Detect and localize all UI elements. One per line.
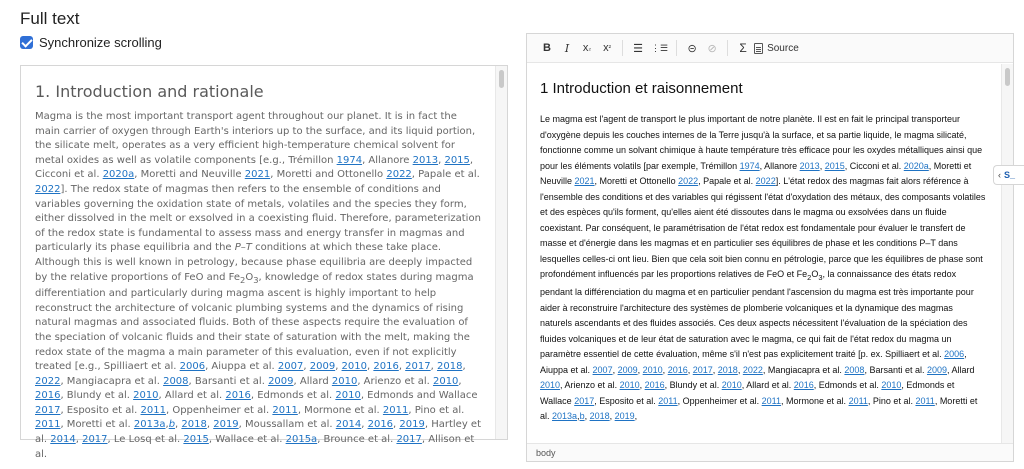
citation-link[interactable]: 2016: [667, 364, 688, 375]
source-button[interactable]: [754, 43, 799, 54]
element-path-status: body: [527, 443, 1013, 461]
citation-link[interactable]: 2010: [331, 375, 358, 387]
citation-link[interactable]: 2016: [367, 419, 394, 431]
citation-link[interactable]: b: [579, 411, 585, 422]
citation-link[interactable]: 2015a: [285, 434, 318, 446]
toolbar-separator: [727, 40, 728, 56]
citation-link[interactable]: b: [168, 419, 176, 431]
citation-link[interactable]: 2016: [793, 380, 814, 391]
chevron-left-icon: ‹: [998, 170, 1001, 180]
citation-link[interactable]: 2008: [844, 364, 865, 375]
citation-link[interactable]: 2015: [444, 154, 470, 166]
citation-link[interactable]: 2009: [309, 361, 336, 373]
citation-link[interactable]: 2016: [225, 390, 251, 402]
citation-link[interactable]: 2011: [848, 395, 868, 406]
numbered-list-button[interactable]: [649, 37, 670, 59]
synchronize-scrolling-label: Synchronize scrolling: [39, 35, 162, 50]
superscript-button[interactable]: x ²: [603, 42, 611, 54]
original-scrollbar-thumb[interactable]: [499, 70, 504, 88]
original-scrollbar[interactable]: [495, 66, 507, 439]
citation-link[interactable]: 2016: [373, 361, 399, 373]
bulleted-list-icon: ☰: [633, 42, 643, 55]
citation-link[interactable]: 2011: [761, 395, 782, 406]
citation-link[interactable]: 2021: [574, 176, 595, 186]
citation-link[interactable]: 2022: [35, 183, 61, 195]
toolbar-separator: [676, 40, 677, 56]
citation-link[interactable]: 2010: [341, 361, 367, 373]
citation-link[interactable]: 2014: [335, 419, 362, 431]
citation-link[interactable]: 2019: [399, 419, 425, 431]
citation-link[interactable]: 2009: [617, 364, 638, 375]
citation-link[interactable]: 2006: [944, 349, 965, 360]
italic-button[interactable]: I: [564, 41, 570, 55]
unlink-icon: ⊘: [707, 42, 717, 55]
translated-section-title[interactable]: 1 Introduction et raisonnement: [540, 80, 743, 97]
citation-link[interactable]: 2011: [658, 395, 678, 406]
synchronize-scrolling-checkbox[interactable]: [20, 35, 162, 50]
citation-link[interactable]: 2011: [35, 419, 61, 431]
editor-body[interactable]: [527, 64, 1016, 443]
citation-link[interactable]: 2017: [396, 434, 422, 446]
citation-link[interactable]: 2007: [592, 364, 613, 375]
citation-link[interactable]: 2013: [799, 160, 820, 171]
editor-scrollbar[interactable]: [1001, 64, 1016, 443]
citation-link[interactable]: 2016: [35, 390, 61, 402]
citation-link[interactable]: 2017: [692, 364, 713, 375]
citation-link[interactable]: 2017: [405, 361, 431, 373]
citation-link[interactable]: 2018: [717, 364, 738, 375]
numbered-list-icon: ⋮☰: [651, 42, 669, 53]
collapsed-side-panel-tab[interactable]: [993, 165, 1024, 185]
citation-link[interactable]: 2022: [678, 176, 699, 186]
citation-link[interactable]: 2013: [412, 154, 439, 166]
citation-link[interactable]: 2020a: [102, 169, 135, 181]
citation-link[interactable]: 2021: [244, 169, 271, 181]
citation-link[interactable]: 2009: [268, 375, 294, 387]
citation-link[interactable]: 2009: [926, 364, 947, 375]
page-title: Full text: [20, 9, 80, 28]
link-icon: ⊝: [687, 42, 697, 55]
source-button-label: Source: [767, 42, 799, 54]
bold-button[interactable]: B: [543, 42, 551, 54]
citation-link[interactable]: 2017: [82, 434, 108, 446]
citation-link[interactable]: 1974: [336, 154, 363, 166]
citation-link[interactable]: 2007: [277, 361, 304, 373]
citation-link[interactable]: 2022: [35, 375, 61, 387]
citation-link[interactable]: 2014: [50, 434, 76, 446]
editor-scrollbar-thumb[interactable]: [1005, 68, 1010, 86]
checkbox-checked-icon[interactable]: [20, 36, 33, 49]
citation-link[interactable]: 2022: [755, 176, 776, 186]
citation-link[interactable]: 2020a: [903, 160, 929, 171]
citation-link[interactable]: 2018: [436, 361, 463, 373]
citation-link[interactable]: 2015: [183, 434, 209, 446]
citation-link[interactable]: 2015: [824, 160, 845, 171]
subscript-button[interactable]: x ₂: [582, 42, 592, 54]
link-button[interactable]: [683, 37, 701, 59]
citation-link[interactable]: 2010: [881, 380, 902, 391]
unlink-button[interactable]: [703, 37, 721, 59]
citation-link[interactable]: 2017: [35, 404, 61, 416]
citation-link[interactable]: 2022: [386, 169, 412, 181]
citation-link[interactable]: 2013a: [552, 411, 578, 422]
subscript-icon: ₂: [588, 44, 592, 52]
superscript-icon: ²: [608, 44, 611, 52]
citation-link[interactable]: 2010: [619, 380, 640, 391]
citation-link[interactable]: 2011: [382, 404, 409, 416]
citation-link[interactable]: 2011: [272, 404, 298, 416]
citation-link[interactable]: 2018: [589, 411, 610, 422]
editor-content-area[interactable]: [527, 64, 1000, 443]
original-text-scroll-area[interactable]: [21, 66, 495, 460]
citation-link[interactable]: 2010: [721, 380, 742, 391]
citation-link[interactable]: 2010: [335, 390, 361, 402]
citation-link[interactable]: 2013a: [133, 419, 166, 431]
citation-link[interactable]: 2011: [915, 395, 935, 406]
original-paragraph: Magma is the most important transport agent throughout our planet. It is in fact the main carrier of oxygen through Earth's interiors up to the surface, and its liquid portion, the silicate melt, operates as a very efficient high-temperature chemical solvent for metal oxides as well as volatile components [e.g., Trémillon 1974, Allanore 2013, 2015, Cicconi et al. 2020a, Moretti and Neuville 2021, Moretti and Ottonello 2022, Papale et al. 2022]. The redox state of magmas then refers to the ensemble of conditions and variables governing the oxidation state of metals, volatiles and the species they form, either dissolved in the melt or exsolved in a coexisting fluid. Therefore, parameterization of the redox state is fundamental to assess mass and energy transfer in magmas and particularly its phase equilibria and the P–T conditions at which these take place. Although this is well known in petrology, because phase equilibria are deeply impacted by the relative proportions of FeO and $Fe_2O_3$, knowledge of redox states during magma differentiation and particularly during magma ascent is highly important to help reconstruct the architecture of volcanic plumbing systems and the dynamics of rising natural magmas and associated fluids. Both of these aspects require the evaluation of the speciation of volcanic fluids and their state of saturation with the melt, making the redox state of the magma a main parameter of this evaluation, even if not explicitly treated [e.g., Spilliaert et al. 2006, Aiuppa et al. 2007, 2009, 2010, 2016, 2017, 2018, 2022, Mangiacapra et al. 2008, Barsanti et al. 2009, Allard 2010, Arienzo et al. 2010, 2016, Blundy et al. 2010, Allard et al. 2016, Edmonds et al. 2010, Edmonds and Wallace 2017, Esposito et al. 2011, Oppenheimer et al. 2011, Mormone et al. 2011, Pino et al. 2011, Moretti et al. 2013a,b, 2018, 2019, Moussallam et al. 2014, 2016, 2019, Hartley et al. 2014, 2017, Le Losq et al. 2015, Wallace et al. 2015a, Brounce et al. 2017, Allison et al.: [35, 111, 481, 460]
original-section-title: 1. Introduction and rationale: [35, 82, 264, 101]
original-text-panel[interactable]: [20, 65, 508, 460]
citation-link[interactable]: 2006: [179, 361, 206, 373]
sigma-icon: Σ: [739, 41, 747, 55]
side-panel-tab-label: S_: [1004, 170, 1016, 180]
bulleted-list-button[interactable]: [629, 37, 647, 59]
citation-link[interactable]: 2010: [133, 390, 159, 402]
citation-link[interactable]: 2022: [742, 364, 763, 375]
citation-link[interactable]: 1974: [739, 160, 760, 171]
citation-link[interactable]: 2010: [642, 364, 663, 375]
citation-link[interactable]: 2018: [181, 419, 207, 431]
translated-paragraph[interactable]: Le magma est l'agent de transport le plus important de notre planète. Il est en fait le principal transporteur d'oxygène depuis les couches internes de la Terre jusqu'à la surface, et sa partie liquide, le magma silicaté, fonctionne comme un solvant chimique à haute température très efficace pour les oxydes métalliques ainsi que pour les éléments volatils [par exemple, Trémillon 1974, Allanore 2013, 2015, Cicconi et al. 2020a, Moretti et Neuville 2021, Moretti et Ottonello 2022, Papale et al. 2022]. L'état redox des magmas fait alors référence à l'ensemble des conditions et des variables qui régissent l'état d'oxydation des métaux, des composants volatiles et des espèces qu'ils forment, qu'elles aient été dissoutes dans le magma ou exsolvées dans un fluide coexistant. Par conséquent, le paramétrisation de l'état redox est fondamentale pour évaluer le transfert de masse et d'énergie dans les magmas et en particulier ses équilibres de phase et les conditions P–T dans lesquelles celles-ci ont lieu. Bien que cela soit bien connu en pétrologie, parce que les équilibres de phase sont profondément influencés par les proportions relatives de FeO et $Fe_2O_3$, la connaissance des états redox pendant la différenciation du magma et en particulier pendant l'ascension du magma est très importante pour aider à reconstruire l'architecture des systèmes de plomberie volcaniques et la dynamique des magmas naturels ascendants et des fluides associés. Ces deux aspects nécessitent l'évaluation de la spéciation des fluides volcaniques et de leur état de saturation avec le magma, ce qui fait de l'état redox du magma un paramètre essentiel de cette évaluation, même s'il n'est pas explicitement traité [p. ex. Spilliaert et al. 2006, Aiuppa et al. 2007, 2009, 2010, 2016, 2017, 2018, 2022, Mangiacapra et al. 2008, Barsanti et al. 2009, Allard 2010, Arienzo et al. 2010, 2016, Blundy et al. 2010, Allard et al. 2016, Edmonds et al. 2010, Edmonds et Wallace 2017, Esposito et al. 2011, Oppenheimer et al. 2011, Mormone et al. 2011, Pino et al. 2011, Moretti et al. 2013a,b, 2018, 2019,: [540, 114, 986, 422]
citation-link[interactable]: 2017: [574, 395, 595, 406]
toolbar-separator: [622, 40, 623, 56]
citation-link[interactable]: 2011: [140, 404, 166, 416]
citation-link[interactable]: 2019: [213, 419, 239, 431]
citation-link[interactable]: 2019: [614, 411, 635, 422]
editor-toolbar: [527, 34, 1013, 63]
citation-link[interactable]: 2008: [163, 375, 189, 387]
translation-editor[interactable]: [526, 33, 1014, 462]
source-document-icon: [754, 43, 763, 54]
special-characters-button[interactable]: [734, 37, 752, 59]
citation-link[interactable]: 2010: [540, 380, 561, 391]
citation-link[interactable]: 2010: [432, 375, 459, 387]
citation-link[interactable]: 2016: [644, 380, 665, 391]
